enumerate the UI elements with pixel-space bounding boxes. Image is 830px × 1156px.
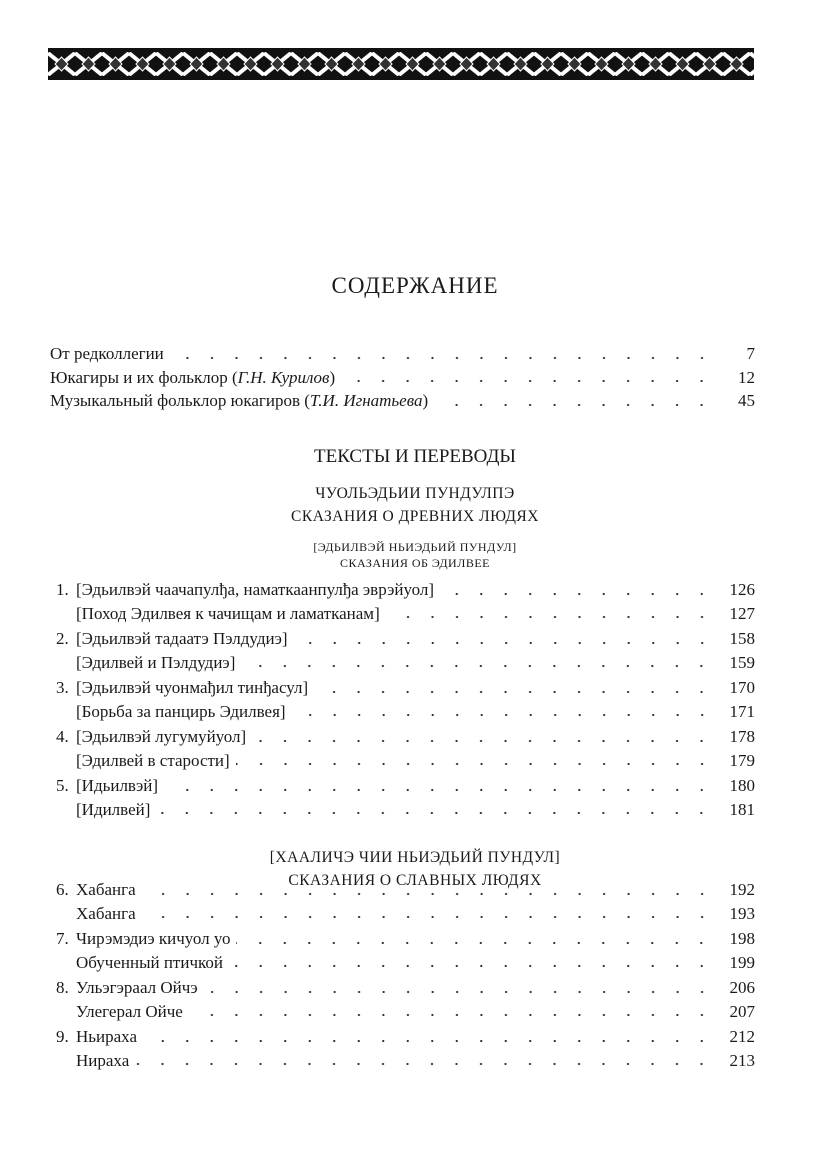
page-number: 127: [729, 603, 755, 623]
entry-number: 9.: [56, 1027, 69, 1046]
dot-leader: [142, 915, 707, 919]
toc-row: [50, 700, 755, 724]
page-number: 159: [729, 652, 755, 672]
toc-entry: [50, 1025, 755, 1072]
entry-number: 4.: [56, 727, 69, 746]
page-number: 180: [729, 776, 755, 795]
dot-leader: [156, 811, 707, 815]
toc-entry: [50, 725, 755, 772]
entry-title: Улегерал Ойче: [76, 1001, 183, 1021]
entry-title: [Эдьилвэй лугумуйуол]: [76, 727, 247, 746]
part2-subtitle: СКАЗАНИЯ О СЛАВНЫХ ЛЮДЯХ: [288, 872, 542, 889]
entry-number: 7.: [56, 929, 69, 948]
page-number: 198: [729, 929, 755, 948]
toc-text: От редколлегии: [50, 344, 164, 363]
toc-title: Музыкальный фольклор юкагиров (: [50, 391, 310, 410]
entry-number: 3.: [56, 678, 69, 697]
dot-leader: [386, 615, 707, 619]
entry-number: 2.: [56, 629, 69, 648]
toc-title: Юкагиры и их фольклор (: [50, 367, 238, 387]
dot-leader: [236, 941, 707, 945]
part1-entries: [50, 578, 755, 823]
toc-row: [50, 976, 755, 1000]
dot-leader: [292, 713, 707, 717]
toc-row: [50, 725, 755, 749]
page-number: 206: [729, 978, 755, 997]
toc-row: [50, 366, 755, 390]
toc-row: [50, 1025, 755, 1049]
part1-heading: ЧУОЛЬЭДЬИИ ПУНДУЛПЭ: [315, 485, 515, 502]
toc-row: [50, 342, 755, 366]
toc-row: [50, 774, 755, 798]
toc-paren: ): [422, 391, 429, 410]
part2-entries: [50, 878, 755, 1074]
page-number: 171: [729, 701, 755, 721]
part2-heading: [ХААЛИЧЭ ЧИИ НЬИЭДЬИЙ ПУНДУЛ]: [269, 849, 561, 866]
entry-title: Ньираха: [76, 1027, 137, 1046]
dot-leader: [434, 403, 707, 407]
dot-leader: [252, 739, 707, 743]
page-number: 181: [729, 799, 755, 819]
page-number: 179: [729, 750, 755, 770]
dot-leader: [164, 788, 707, 792]
toc-text: [50, 389, 434, 413]
ornamental-border: [48, 48, 754, 80]
dot-leader: [229, 964, 707, 968]
dot-leader: [142, 892, 707, 896]
page-number: 126: [729, 580, 755, 599]
entry-title: Хабанга: [76, 880, 136, 899]
toc-author: Т.И. Игнатьева: [309, 391, 423, 410]
page-number: 178: [729, 727, 755, 746]
toc-row: [50, 676, 755, 700]
dot-leader: [341, 379, 707, 383]
dot-leader: [236, 762, 707, 766]
toc-row: [50, 902, 755, 926]
page-title: СОДЕРЖАНИЕ: [331, 273, 499, 298]
toc-entry: [50, 976, 755, 1023]
entry-number: 1.: [56, 580, 69, 599]
page-number: 45: [738, 391, 755, 410]
page-number: 193: [729, 903, 755, 923]
page-number: 12: [738, 367, 755, 387]
section-heading: ТЕКСТЫ И ПЕРЕВОДЫ: [314, 446, 516, 467]
toc-row: [50, 578, 755, 602]
page-number: 199: [729, 952, 755, 972]
page-number: 158: [729, 629, 755, 648]
entry-title: Ульэгэраал Ойчэ: [76, 978, 198, 997]
part1-subtitle: СКАЗАНИЯ О ДРЕВНИХ ЛЮДЯХ: [291, 508, 539, 525]
dot-leader: [189, 1013, 707, 1017]
dot-leader: [294, 641, 707, 645]
entry-title: [Поход Эдилвея к чачищам и ламатканам]: [76, 603, 380, 623]
entry-title: [Идилвей]: [76, 799, 151, 819]
dot-leader: [314, 690, 707, 694]
toc-entry: [50, 878, 755, 925]
entry-title: Нираха: [76, 1050, 130, 1070]
page-number: 192: [729, 880, 755, 899]
toc-row: [50, 389, 755, 413]
toc-row: [50, 627, 755, 651]
toc-row: [50, 1049, 755, 1073]
entry-number: 5.: [56, 776, 69, 795]
part1-subheading-translation: СКАЗАНИЯ ОБ ЭДИЛВЕЕ: [339, 556, 490, 570]
toc-entry: [50, 627, 755, 674]
toc-row: [50, 951, 755, 975]
dot-leader: [143, 1039, 707, 1043]
toc-entry: [50, 927, 755, 974]
toc-row: [50, 749, 755, 773]
page-number: 213: [729, 1050, 755, 1070]
part1-subheading: [ЭДЬИЛВЭЙ НЬИЭДЬИЙ ПУНДУЛ]: [313, 540, 517, 554]
toc-row: [50, 651, 755, 675]
dot-leader: [241, 664, 707, 668]
page-number: 212: [729, 1027, 755, 1046]
entry-title: Обученный птичкой: [76, 952, 224, 972]
toc-author: Г.Н. Курилов: [237, 367, 330, 387]
page-number: 7: [746, 344, 755, 363]
entry-number: 8.: [56, 978, 69, 997]
toc-row: [50, 927, 755, 951]
dot-leader: [170, 356, 707, 360]
toc-row: [50, 1000, 755, 1024]
front-matter-list: [50, 342, 755, 413]
entry-title: [Борьба за панцирь Эдилвея]: [76, 701, 286, 721]
dot-leader: [440, 592, 707, 596]
toc-row: [50, 798, 755, 822]
entry-title: [Эдьилвэй тадаатэ Пэлдудиэ]: [76, 629, 288, 648]
entry-title: Хабанга: [76, 903, 136, 923]
entry-title: [Эдьилвэй чаачапулђа, наматкаанпулђа эврэйуол]: [76, 580, 435, 599]
toc-entry: [50, 676, 755, 723]
entry-title: Чирэмэдиэ кичуол уо: [76, 929, 231, 948]
toc-row: [50, 602, 755, 626]
entry-title: [Эдилвей и Пэлдудиэ]: [76, 652, 236, 672]
entry-number: 6.: [56, 880, 69, 899]
entry-title: [Идьилвэй]: [76, 776, 159, 795]
dot-leader: [135, 1062, 707, 1066]
toc-entry: [50, 774, 755, 821]
page-number: 207: [729, 1001, 755, 1021]
dot-leader: [204, 990, 707, 994]
page-number: 170: [729, 678, 755, 697]
toc-text: [50, 366, 341, 390]
toc-paren: ): [329, 367, 336, 387]
toc-row: [50, 878, 755, 902]
toc-entry: [50, 578, 755, 625]
entry-title: [Эдьилвэй чуонмађил тинђасул]: [76, 678, 309, 697]
entry-title: [Эдилвей в старости]: [76, 750, 230, 770]
